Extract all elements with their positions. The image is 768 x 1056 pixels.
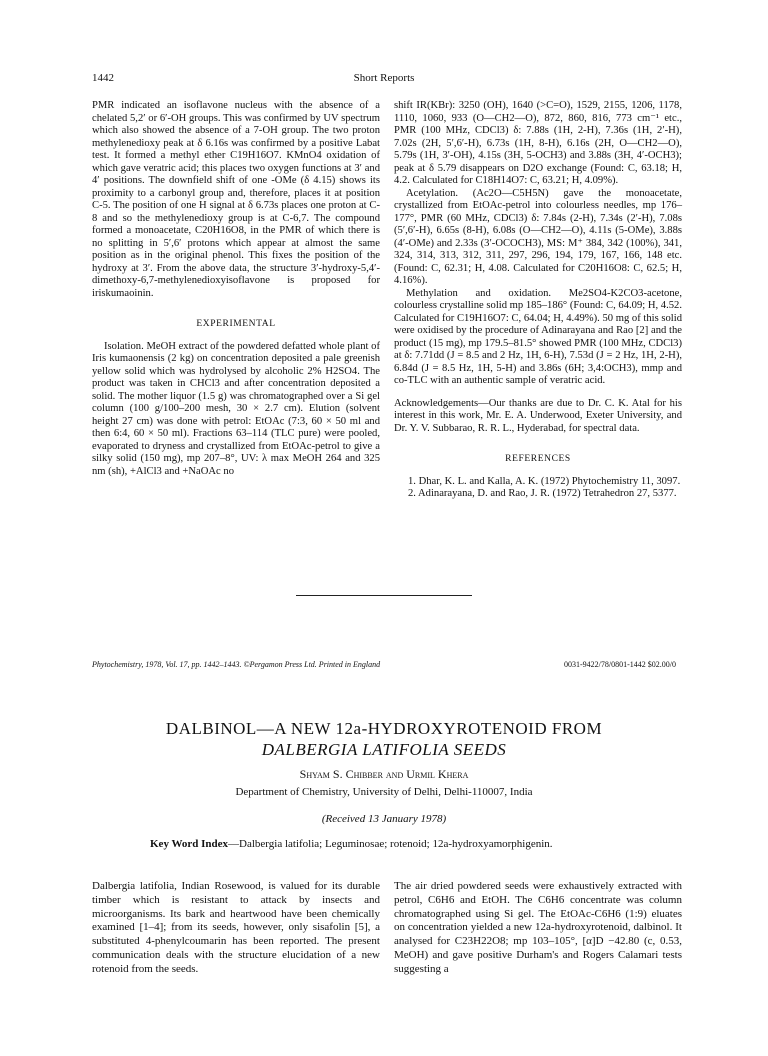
running-head: Short Reports [353, 72, 415, 84]
right-column [394, 100, 682, 501]
keyword-label: Key Word Index [150, 838, 229, 850]
extraction-paragraph: The air dried powdered seeds were exhaustively extracted with petrol, C6H6 and EtOH. The C6H6 concentrate was column chromatographed using Si gel. The EtOAc-C6H6 (1:9) eluates on concentration yielded a new 12a-hydroxyrotenoid, dalbinol. It analysed for C23H22O8; mp 103–105°, [α]D −42.80 (c, 0.53, MeOH) and gave positive Durham's and Rogers Calamari tests suggesting a [394, 880, 682, 975]
acetylation-paragraph: Acetylation. (Ac2O—C5H5N) gave the monoacetate, crystallized from EtOAc-petrol into colourless needles, mp 176–177°, PMR (60 MHz, CDCl3) δ: 7.84s (2-H), 7.34s (2′-H), 7.08s (5′,6′-H), 6.65s (8-H), 6.08s (O—CH2—O), 4.11s (5-OMe), 3.88s (4′-OMe) and 2.33s (3′-OCOCH3), MS: M⁺ 384, 342 (100%), 341, 324, 314, 313, 312, 311, 297, 296, 194, 179, 167, 166, 148 etc. (Found: C, 62.31; H, 4.08. Calculated for C20H16O8: C, 62.5; H, 4.16%). [394, 187, 682, 286]
spectral-paragraph: shift IR(KBr): 3250 (OH), 1640 (>C=O), 1529, 2155, 1206, 1178, 1110, 1060, 933 (O—CH2—O), 872, 860, 816, 773 cm⁻¹ etc., PMR (100 MHz, CDCl3) δ: 7.88s (1H, 2-H), 7.36s (1H, 2′-H), 7.02s (2H, 5′,6′-H), 6.73s (1H, 8-H), 6.16s (2H, O—CH2—O), 5.79s (1H, 3′-OH), 4.15s (3H, 5-OCH3) and 3.88s (3H, 4′-OCH3); peak at δ 5.79 disappears on D2O exchange (Found: C, 63.18; H, 4.2. Calculated for C18H14O7: C, 63.21; H, 4.09%). [394, 100, 682, 186]
authors: Shyam S. Chibber and Urmil Khera [299, 767, 469, 781]
section-divider [296, 595, 472, 596]
journal-footer: Phytochemistry, 1978, Vol. 17, pp. 1442–1443. ©Pergamon Press Ltd. Printed in England [92, 660, 381, 669]
received-date: (Received 13 January 1978) [321, 813, 447, 825]
keyword-index [150, 838, 710, 850]
intro-right-column [394, 880, 682, 977]
intro-left-column [92, 880, 380, 977]
isolation-paragraph: Isolation. MeOH extract of the powdered defatted whole plant of Iris kumaonensis (2 kg) on concentration deposited a pale greenish yellow solid which was hydrolysed by alcoholic 2% H2SO4. The product was taken in CHCl3 and after concentration deposited a solid. The mother liquor (1.5 g) was chromatographed over a Si gel column (100 g/100–200 mesh, 30 × 2.7 cm). Elution (solvent height 27 cm) was done with petrol: EtOAc (7:3, 60 × 50 ml and then 6:4, 60 × 50 ml). Fractions 63–114 (TLC pure) were pooled, evaporated to dryness and crystallized from EtOAc-petrol to give a silky solid (150 mg), mp 207–8°, UV: λ max MeOH 264 and 325 nm (sh), +AlCl3 and +NaOAc no [92, 340, 380, 477]
experimental-heading: EXPERIMENTAL [196, 319, 276, 329]
references-heading: REFERENCES [505, 454, 571, 464]
left-column [92, 100, 380, 478]
intro-paragraph: Dalbergia latifolia, Indian Rosewood, is valued for its durable timber which is resistant to attack by insects and microorganisms. Its bark and heartwood have been chemically examined [1–4]; from its seeds, however, only sisafolin [5], a substituted 4-phenylcoumarin has been reported. The present communication deals with the structure elucidation of a new rotenoid from the seeds. [92, 880, 380, 975]
article-title [0, 718, 768, 760]
acknowledgements: Acknowledgements—Our thanks are due to Dr. C. K. Atal for his interest in this work, Mr. E. A. Underwood, Exeter University, and Dr. Y. V. Subbarao, R. R. L., Hyderabad, for spectral data. [394, 397, 682, 434]
methylation-paragraph: Methylation and oxidation. Me2SO4-K2CO3-acetone, colourless crystalline solid mp 185–186° (Found: C, 64.09; H, 4.52. Calculated for C19H16O7: C, 64.04; H, 4.49%). 50 mg of this solid were oxidised by the procedure of Adinarayana and Rao [2] and the product (15 mg), mp 179.5–81.5° showed PMR (100 MHz, CDCl3) at δ: 7.71dd (J = 8.5 and 2 Hz, 1H, 6-H), 7.53d (J = 2 Hz, 1H, 2-H), 6.84d (J = 8.5 Hz, 1H, 5-H) and 3.86s (6H; 3,4:OCH3), mmp and co-TLC with an authentic sample of veratric acid. [394, 287, 682, 386]
results-paragraph: PMR indicated an isoflavone nucleus with the absence of a chelated 5,2′ or 6′-OH groups. This was confirmed by UV spectrum which also showed the absence of a 7-OH group. The two proton methylenedioxy peak at δ 6.16s was confirmed by a positive Labat test. It formed a methyl ether C19H16O7. KMnO4 oxidation of which gave veratric acid; this places two oxygen functions at 3′ and 4′ positions. The downfield shift of one -OMe (δ 4.15) shows its proximity to a carbonyl group and, therefore, places it at position C-5. The position of one H signal at δ 6.73s places one proton at C-8 and so the methylenedioxy group is at C-6,7. The compound formed a monoacetate, C20H16O8, in the PMR of which there is no splitting in 5′,6′ protons which appear at almost the same position as in the original phenol. This fixes the position of the hydroxy at 3′. From the above data, the structure 3′-hydroxy-5,4′-dimethoxy-6,7-methylenedioxyisoflavone is proposed for iriskumaoinin. [92, 100, 380, 299]
reference-item: 1. Dhar, K. L. and Kalla, A. K. (1972) Phytochemistry 11, 3097. [408, 475, 681, 487]
page-number: 1442 [92, 72, 114, 84]
keyword-list: —Dalbergia latifolia; Leguminosae; rotenoid; 12a-hydroxyamorphigenin. [228, 838, 553, 850]
reference-item: 2. Adinarayana, D. and Rao, J. R. (1972) Tetrahedron 27, 5377. [408, 488, 677, 499]
title-line-1: DALBINOL—A NEW 12a-HYDROXYROTENOID FROM [165, 719, 603, 738]
title-line-2: DALBERGIA LATIFOLIA SEEDS [261, 740, 507, 759]
affiliation: Department of Chemistry, University of Delhi, Delhi-110007, India [235, 786, 533, 798]
article-code: 0031-9422/78/0801-1442 $02.00/0 [564, 660, 676, 669]
